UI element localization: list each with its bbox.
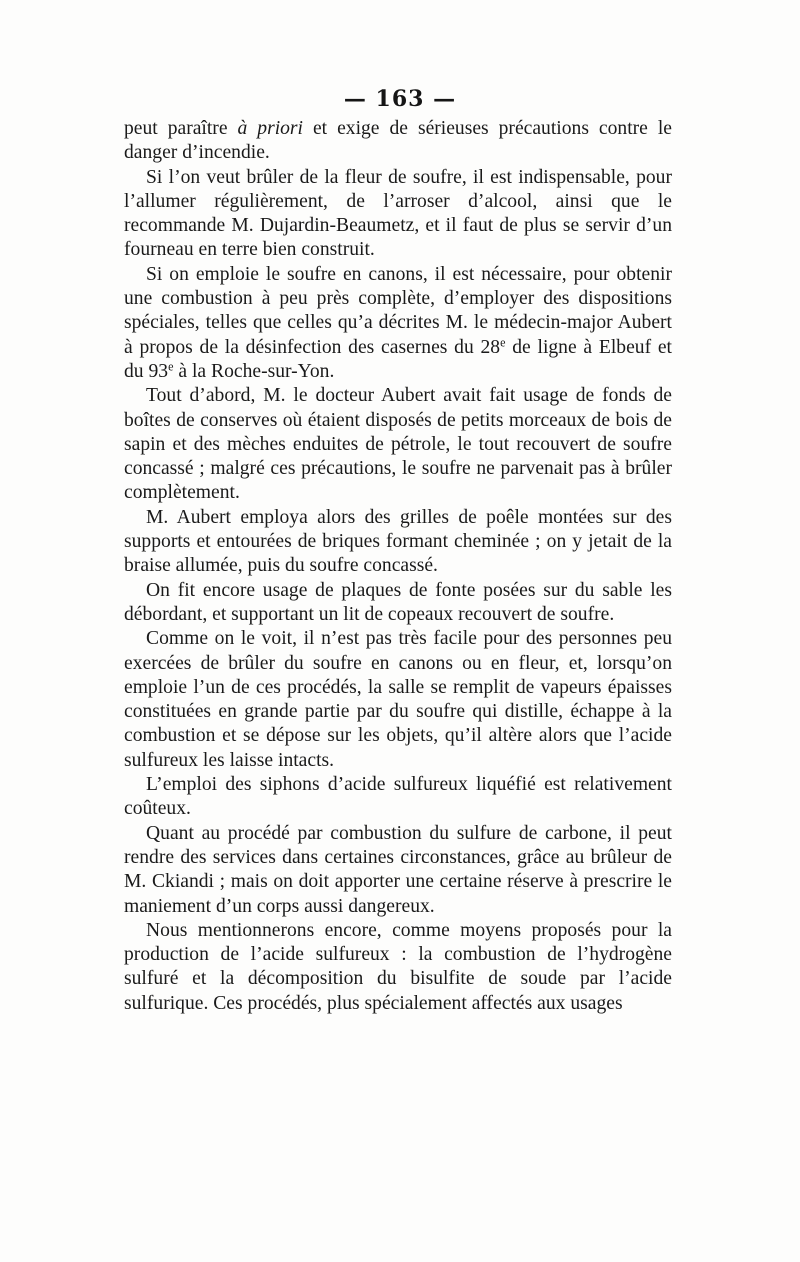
- text-run: peut paraître: [124, 118, 238, 139]
- text-run: Si on emploie le soufre en canons, il est nécessaire, pour obtenir une combustion à peu près complète, d’employer des dispositions spéciales, telles que celles qu’a décrites M. le médecin-major Aubert à propos de la désinfection des casernes du 28: [124, 263, 672, 358]
- paragraph: [124, 263, 672, 384]
- paragraph: [124, 822, 672, 919]
- text-run: de ligne à Elbeuf et du 93: [124, 336, 672, 382]
- paragraph: [124, 773, 672, 822]
- page-number: — 163 —: [343, 86, 457, 112]
- text-run: Tout d’abord, M. le docteur Aubert avait fait usage de fonds de boîtes de conserves où étaient disposés de petits morceaux de bois de sapin et des mèches enduites de pétrole, le tout recouvert de soufre concassé ; malgré ces précautions, le soufre ne parvenait pas à brûler complètement.: [124, 385, 672, 504]
- paragraph: [124, 919, 672, 1016]
- text-run: L’emploi des siphons d’acide sulfureux liquéfié est relativement coûteux.: [124, 774, 672, 820]
- paragraph: [124, 627, 672, 773]
- paragraph: [124, 579, 672, 628]
- paragraph: [124, 384, 672, 505]
- body-text: [124, 117, 672, 1016]
- paragraph: [124, 506, 672, 579]
- paragraph: [124, 166, 672, 263]
- text-run: à la Roche-sur-Yon.: [173, 360, 335, 382]
- ordinal-superscript: e: [168, 359, 174, 374]
- italic-phrase: à priori: [237, 118, 303, 139]
- text-run: On fit encore usage de plaques de fonte posées sur du sable les débordant, et supportant un lit de copeaux recouvert de soufre.: [124, 579, 672, 625]
- text-run: Nous mentionnerons encore, comme moyens proposés pour la production de l’acide sulfureux : la combustion de l’hydrogène sulfuré et la décomposition du bisulfite de soude par l’acide sulfurique. Ces procédés, plus spécialement affectés aux usages: [124, 919, 672, 1014]
- text-run: et exige de sérieuses précautions contre le danger d’incendie.: [124, 118, 672, 164]
- ordinal-superscript: e: [500, 335, 506, 349]
- text-run: Quant au procédé par combustion du sulfure de carbone, il peut rendre des services dans certaines circonstances, grâce au brûleur de M. Ckiandi ; mais on doit apporter une certaine réserve à prescrire le maniement d’un corps aussi dangereux.: [124, 822, 672, 917]
- paragraph: [124, 117, 672, 166]
- text-run: M. Aubert employa alors des grilles de poêle montées sur des supports et entourées de briques formant cheminée ; on y jetait de la braise allumée, puis du soufre concassé.: [124, 506, 672, 577]
- text-run: Si l’on veut brûler de la fleur de soufre, il est indispensable, pour l’allumer régulièrement, de l’arroser d’alcool, ainsi que le recommande M. Dujardin-Beaumetz, et il faut de plus se servir d’un fourneau en terre bien construit.: [124, 166, 672, 261]
- text-run: Comme on le voit, il n’est pas très facile pour des personnes peu exercées de brûler du soufre en canons ou en fleur, et, lorsqu’on emploie l’un de ces procédés, la salle se remplit de vapeurs épaisses constituées en grande partie par du soufre qui distille, échappe à la combustion et se dépose sur les objets, qu’il altère alors que l’acide sulfureux les laisse intacts.: [124, 628, 672, 771]
